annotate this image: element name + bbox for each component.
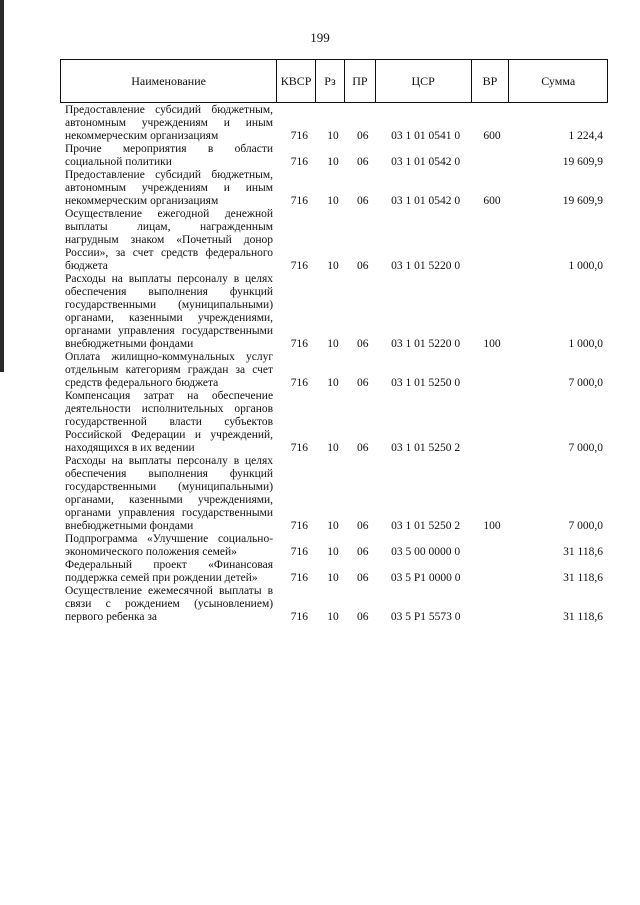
cell-name: Осуществление ежемесячной выплаты в связи с рождением (усыновлением) первого ребенка за [65,585,274,623]
page-number: 199 [310,30,330,45]
cell-name: Федеральный проект «Финансовая поддержка семей при рождении детей» [65,559,274,584]
cell-sum: 31 118,6 [563,611,603,623]
cell-vr: 100 [483,338,501,350]
cell-rz: 10 [327,195,339,207]
cell-csr: 03 1 01 5220 0 [391,338,461,350]
cell-csr: 03 1 01 5250 2 [391,442,461,454]
cell-sum: 19 609,9 [562,195,603,207]
cell-pr: 06 [357,520,369,532]
cell-vr: 600 [483,130,501,142]
header-name: Наименование [61,60,277,102]
cell-sum: 7 000,0 [568,442,603,454]
cell-kvsr: 716 [290,520,308,532]
cell-rz: 10 [327,546,339,558]
table-row [60,585,608,624]
cell-rz: 10 [327,611,339,623]
table-body [60,104,608,624]
cell-kvsr: 716 [290,260,308,272]
cell-vr: 100 [483,520,501,532]
cell-sum: 7 000,0 [568,377,603,389]
cell-csr: 03 1 01 0541 0 [391,130,461,142]
cell-rz: 10 [327,442,339,454]
cell-kvsr: 716 [290,546,308,558]
table-row [60,169,608,208]
cell-csr: 03 1 01 0542 0 [391,195,461,207]
cell-kvsr: 716 [290,156,308,168]
cell-pr: 06 [357,377,369,389]
cell-pr: 06 [357,156,369,168]
cell-csr: 03 5 P1 0000 0 [390,572,461,584]
cell-csr: 03 1 01 5250 0 [391,377,461,389]
cell-rz: 10 [327,156,339,168]
cell-pr: 06 [357,338,369,350]
cell-csr: 03 1 01 5220 0 [391,260,461,272]
cell-rz: 10 [327,260,339,272]
cell-name: Подпрограмма «Улучшение социально-экономического положения семей» [65,533,274,558]
cell-kvsr: 716 [290,130,308,142]
cell-pr: 06 [357,442,369,454]
table-row [60,104,608,143]
cell-rz: 10 [327,377,339,389]
header-sum: Сумма [541,73,576,88]
table-row [60,351,608,390]
cell-kvsr: 716 [290,572,308,584]
cell-name: Прочие мероприятия в области социальной политики [65,143,274,168]
table-row [60,455,608,533]
cell-name: Расходы на выплаты персоналу в целях обеспечения выполнения функций государственными (муниципальными) органами, казенными учреждениями, органами управления государственными внебюджетными фондами [65,455,274,532]
table-row [60,208,608,273]
header-pr: ПР [345,60,376,102]
cell-sum: 1 000,0 [568,338,603,350]
cell-pr: 06 [357,572,369,584]
cell-sum: 1 000,0 [568,260,603,272]
cell-csr: 03 1 01 0542 0 [391,156,461,168]
header-vr: ВР [472,60,510,102]
cell-csr: 03 5 P1 5573 0 [390,611,461,623]
cell-name: Предоставление субсидий бюджетным, автономным учреждениям и иным некоммерческим организациям [65,104,274,142]
table-row [60,533,608,559]
cell-pr: 06 [357,195,369,207]
cell-kvsr: 716 [290,442,308,454]
cell-csr: 03 5 00 0000 0 [391,546,461,558]
cell-pr: 06 [357,130,369,142]
scan-margin-bar [0,0,4,372]
table-row [60,143,608,169]
cell-sum: 19 609,9 [562,156,603,168]
cell-pr: 06 [357,611,369,623]
table-row [60,273,608,351]
cell-pr: 06 [357,260,369,272]
cell-rz: 10 [327,338,339,350]
header-kvsr: КВСР [277,60,316,102]
cell-name: Осуществление ежегодной денежной выплаты лицам, награжденным нагрудным знаком «Почетный донор России», за счет средств федерального бюджета [65,208,274,272]
cell-kvsr: 716 [290,377,308,389]
cell-rz: 10 [327,572,339,584]
cell-sum: 31 118,6 [563,572,603,584]
cell-kvsr: 716 [290,611,308,623]
cell-name: Предоставление субсидий бюджетным, автономным учреждениям и иным некоммерческим организациям [65,169,274,207]
cell-sum: 31 118,6 [563,546,603,558]
cell-sum: 7 000,0 [568,520,603,532]
cell-kvsr: 716 [290,338,308,350]
cell-kvsr: 716 [290,195,308,207]
header-rz: Рз [316,60,345,102]
cell-csr: 03 1 01 5250 2 [391,520,461,532]
header-csr: ЦСР [376,60,472,102]
cell-name: Оплата жилищно-коммунальных услуг отдельным категориям граждан за счет средств федерального бюджета [65,351,274,389]
cell-sum: 1 224,4 [568,130,603,142]
table-header [60,59,608,103]
cell-pr: 06 [357,546,369,558]
table-row [60,559,608,585]
cell-name: Расходы на выплаты персоналу в целях обеспечения выполнения функций государственными (муниципальными) органами, казенными учреждениями, органами управления государственными внебюджетными фондами [65,273,274,350]
cell-rz: 10 [327,520,339,532]
table-row [60,390,608,455]
cell-rz: 10 [327,130,339,142]
cell-vr: 600 [483,195,501,207]
cell-name: Компенсация затрат на обеспечение деятельности исполнительных органов государственной власти субъектов Российской Федерации и учреждений, находящихся в их ведении [65,390,274,454]
